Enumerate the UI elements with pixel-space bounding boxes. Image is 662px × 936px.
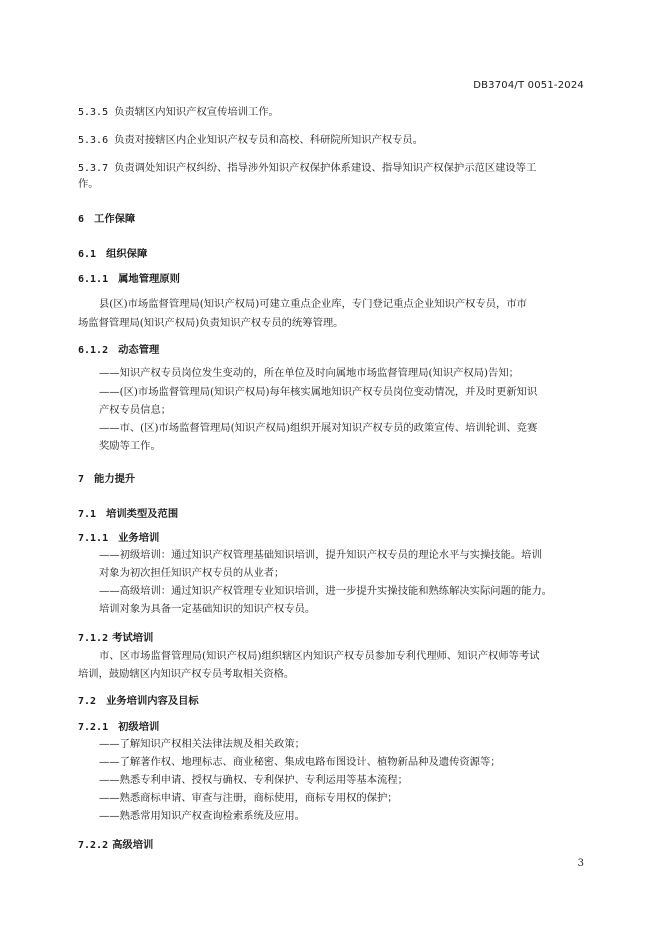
list-item: ——了解著作权、地理标志、商业秘密、集成电路布图设计、植物新品种及遗传资源等；	[99, 756, 501, 768]
section-number: 7	[78, 474, 85, 485]
clause-5-3-7	[78, 160, 583, 177]
section-6-1-2-heading	[78, 342, 583, 359]
section-number: 6	[78, 214, 85, 225]
section-title: 组织保障	[106, 248, 148, 260]
list-item: ——(区)市场监督管理局(知识产权局)每年核实属地知识产权专员岗位变动情况，并及时更新知识	[99, 386, 538, 398]
section-7-2-1-heading	[78, 719, 583, 736]
list-item-cont: 产权专员信息；	[99, 404, 172, 416]
list-item: ——高级培训：通过知识产权管理专业知识培训，进一步提升实操技能和熟练解决实际问题的能力。	[99, 585, 553, 597]
list-item: ——初级培训：通过知识产权管理基础知识培训，提升知识产权专员的理论水平与实操技能。培训	[99, 549, 542, 561]
section-number: 7.2.2	[78, 840, 109, 851]
section-7-heading	[78, 471, 583, 488]
list-item: ——市、(区)市场监督管理局(知识产权局)组织开展对知识产权专员的政策宣传、培训轮训、竞赛	[99, 422, 538, 434]
clause-number: 5.3.6	[78, 135, 109, 146]
document-code-header: DB3704/T 0051-2024	[473, 80, 584, 91]
section-number: 7.1.2	[78, 633, 109, 644]
section-title: 业务培训	[118, 532, 160, 544]
paragraph-line: 县(区)市场监督管理局(知识产权局)可建立重点企业库，专门登记重点企业知识产权专员，市市	[99, 298, 527, 310]
list-item-cont: 对象为初次担任知识产权专员的从业者；	[99, 567, 285, 579]
section-6-heading	[78, 211, 583, 228]
list-item: ——知识产权专员岗位发生变动的，所在单位及时向属地市场监督管理局(知识产权局)告知；	[99, 367, 519, 379]
clause-5-3-7-cont: 作。	[78, 178, 99, 190]
list-item: ——熟悉常用知识产权查询检索系统及应用。	[99, 810, 305, 822]
section-number: 7.2	[78, 696, 97, 707]
section-title: 属地管理原则	[118, 273, 180, 285]
clause-number: 5.3.5	[78, 107, 109, 118]
paragraph-line: 市、区市场监督管理局(知识产权局)组织辖区内知识产权专员参加专利代理师、知识产权师等考试	[99, 650, 540, 662]
paragraph-line: 场监督管理局(知识产权局)负责知识产权专员的统筹管理。	[78, 317, 344, 329]
clause-5-3-6	[78, 132, 583, 149]
section-number: 6.1.2	[78, 345, 109, 356]
section-title: 培训类型及范围	[106, 508, 179, 520]
paragraph-line: 培训，鼓励辖区内知识产权专员考取相关资格。	[78, 668, 295, 680]
section-6-1-heading	[78, 246, 583, 263]
section-6-1-1-heading	[78, 271, 583, 288]
section-number: 7.1.1	[78, 533, 109, 544]
section-title: 能力提升	[94, 473, 136, 485]
section-7-2-heading	[78, 693, 583, 710]
clause-text: 负责对接辖区内企业知识产权专员和高校、科研院所知识产权专员。	[114, 134, 424, 146]
clause-number: 5.3.7	[78, 163, 109, 174]
section-title: 动态管理	[118, 344, 160, 356]
section-7-1-heading	[78, 506, 583, 523]
section-number: 7.1	[78, 509, 97, 520]
section-7-1-1-heading	[78, 530, 583, 547]
section-title: 考试培训	[112, 632, 154, 644]
section-title: 高级培训	[112, 839, 154, 851]
page-number: 3	[577, 858, 584, 869]
section-number: 7.2.1	[78, 722, 109, 733]
list-item: ——熟悉商标申请、审查与注册，商标使用，商标专用权的保护；	[99, 792, 398, 804]
section-title: 初级培训	[118, 721, 160, 733]
section-7-1-2-heading	[78, 630, 583, 647]
clause-text: 负责辖区内知识产权宣传培训工作。	[114, 106, 279, 118]
clause-5-3-5	[78, 104, 583, 121]
section-number: 6.1	[78, 249, 97, 260]
section-number: 6.1.1	[78, 274, 109, 285]
section-title: 业务培训内容及目标	[106, 695, 199, 707]
section-7-2-2-heading	[78, 837, 583, 854]
list-item: ——熟悉专利申请、授权与确权、专利保护、专利运用等基本流程；	[99, 774, 408, 786]
section-title: 工作保障	[94, 213, 136, 225]
list-item-cont: 培训对象为具备一定基础知识的知识产权专员。	[99, 603, 316, 615]
clause-text: 负责调处知识产权纠纷、指导涉外知识产权保护体系建设、指导知识产权保护示范区建设等工	[114, 162, 537, 174]
list-item-cont: 奖励等工作。	[99, 440, 161, 452]
list-item: ——了解知识产权相关法律法规及相关政策；	[99, 738, 305, 750]
